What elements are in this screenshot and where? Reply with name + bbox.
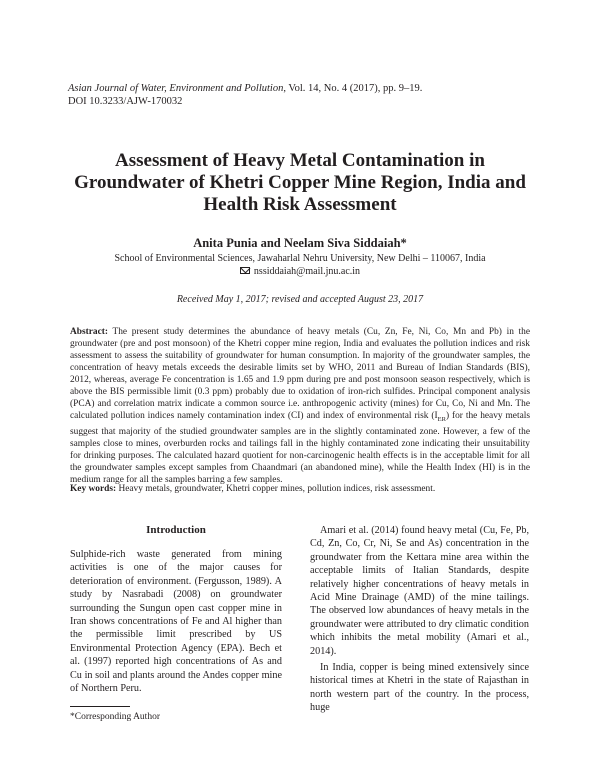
email-line [0, 266, 600, 277]
keywords-label: Key words: [70, 484, 117, 494]
authors: Anita Punia and Neelam Siva Siddaiah* [193, 236, 407, 250]
received-dates: Received May 1, 2017; revised and accepted August 23, 2017 [176, 294, 424, 305]
journal-name: Asian Journal of Water, Environment and Pollution [68, 83, 284, 94]
affiliation: School of Environmental Sciences, Jawaharlal Nehru University, New Delhi – 110067, India [114, 253, 486, 264]
footnote-rule [70, 706, 130, 707]
section-heading-introduction: Introduction [146, 524, 206, 536]
journal-citation [68, 82, 422, 95]
intro-paragraph-1: Sulphide-rich waste generated from mining activities is one of the major causes for deterioration of environment. (Fergusson, 1989). A study by Nasrabadi (2008) on groundwater surrounding the Sungun open cast copper mine in Iran shows concentrations of Fe and Al higher than the permissible limit prescribed by US Environmental Protection Agency (EPA). Bech et al. (1997) reported high concentrations of As and Cu in soil and plants around the Andes copper mine of Northern Peru. [70, 549, 282, 695]
keywords-text: Heavy metals, groundwater, Khetri copper mines, pollution indices, risk assessment. [116, 484, 436, 494]
abstract-text: The present study determines the abundance of heavy metals (Cu, Zn, Fe, Ni, Co, Mn and Pb) in the groundwater (pre and post monsoon) of the Khetri copper mine region, India and evaluates the pollution indices and risk assessment to assess the suitability of groundwater for human consumption. In majority of the groundwater samples, the concentration of heavy metals exceeds the desirable limits set by WHO, 2011 and Bureau of Indian Standards (BIS), 2012, whereas, average Fe concentration is 1.65 and 1.9 ppm during pre and post monsoon season respectively, which is above the BIS permissible limit (0.3 ppm) probably due to oxidation of iron-rich sulfides. Principal component analysis (PCA) and correlation matrix indicate a common source i.e. anthropogenic activity (mines) for Cu, Co, Ni and Mn. The calculated pollution indices namely contamination index (CI) and index of environmental risk (I [70, 327, 530, 422]
intro-paragraph-2: Amari et al. (2014) found heavy metal (Cu, Fe, Pb, Cd, Zn, Co, Cr, Ni, Se and As) concentration in the groundwater from the Kettara mine area within the acceptable limits of Italian Standards, despite relatively higher concentrations of heavy metals in Acid Mine Drainage (AMD) of the mine tailings. The observed low abundances of heavy metals in the groundwater were attributed to dry climatic condition which inhibits the metal mobility (Amari et al., 2014). [310, 525, 529, 657]
abstract-subscript: ER [437, 416, 446, 424]
abstract-label: Abstract: [70, 327, 109, 337]
journal-details: , Vol. 14, No. 4 (2017), pp. 9–19. [283, 83, 423, 94]
right-column [310, 524, 529, 715]
abstract [70, 326, 530, 486]
mail-icon [240, 267, 250, 274]
email[interactable]: nssiddaiah@mail.jnu.ac.in [253, 266, 361, 277]
paper-title: Assessment of Heavy Metal Contamination in Groundwater of Khetri Copper Mine Region, India and Health Risk Assessment [74, 150, 526, 215]
abstract-text-2: ) for the heavy metals suggest that majority of the studied groundwater samples are in the slightly contaminated zone. However, a few of the samples close to mines, overburden rocks and tailings fall in the highly contaminated zone indicating their unsuitability for drinking purposes. The calculated hazard quotient for non-carcinogenic health effects is in the acceptable limit for all the groundwater samples except samples from Chaandmari (an abandoned mine), while the Health Index (HI) is in the medium range for all the samples barring a few samples. [70, 411, 530, 486]
left-column [70, 548, 282, 695]
intro-paragraph-3: In India, copper is being mined extensively since historical times at Khetri in the state of Rajasthan in north western part of the country. In the process, huge [310, 662, 529, 714]
doi: DOI 10.3233/AJW-170032 [68, 96, 183, 107]
keywords [70, 483, 530, 495]
footnote: *Corresponding Author [70, 712, 160, 722]
